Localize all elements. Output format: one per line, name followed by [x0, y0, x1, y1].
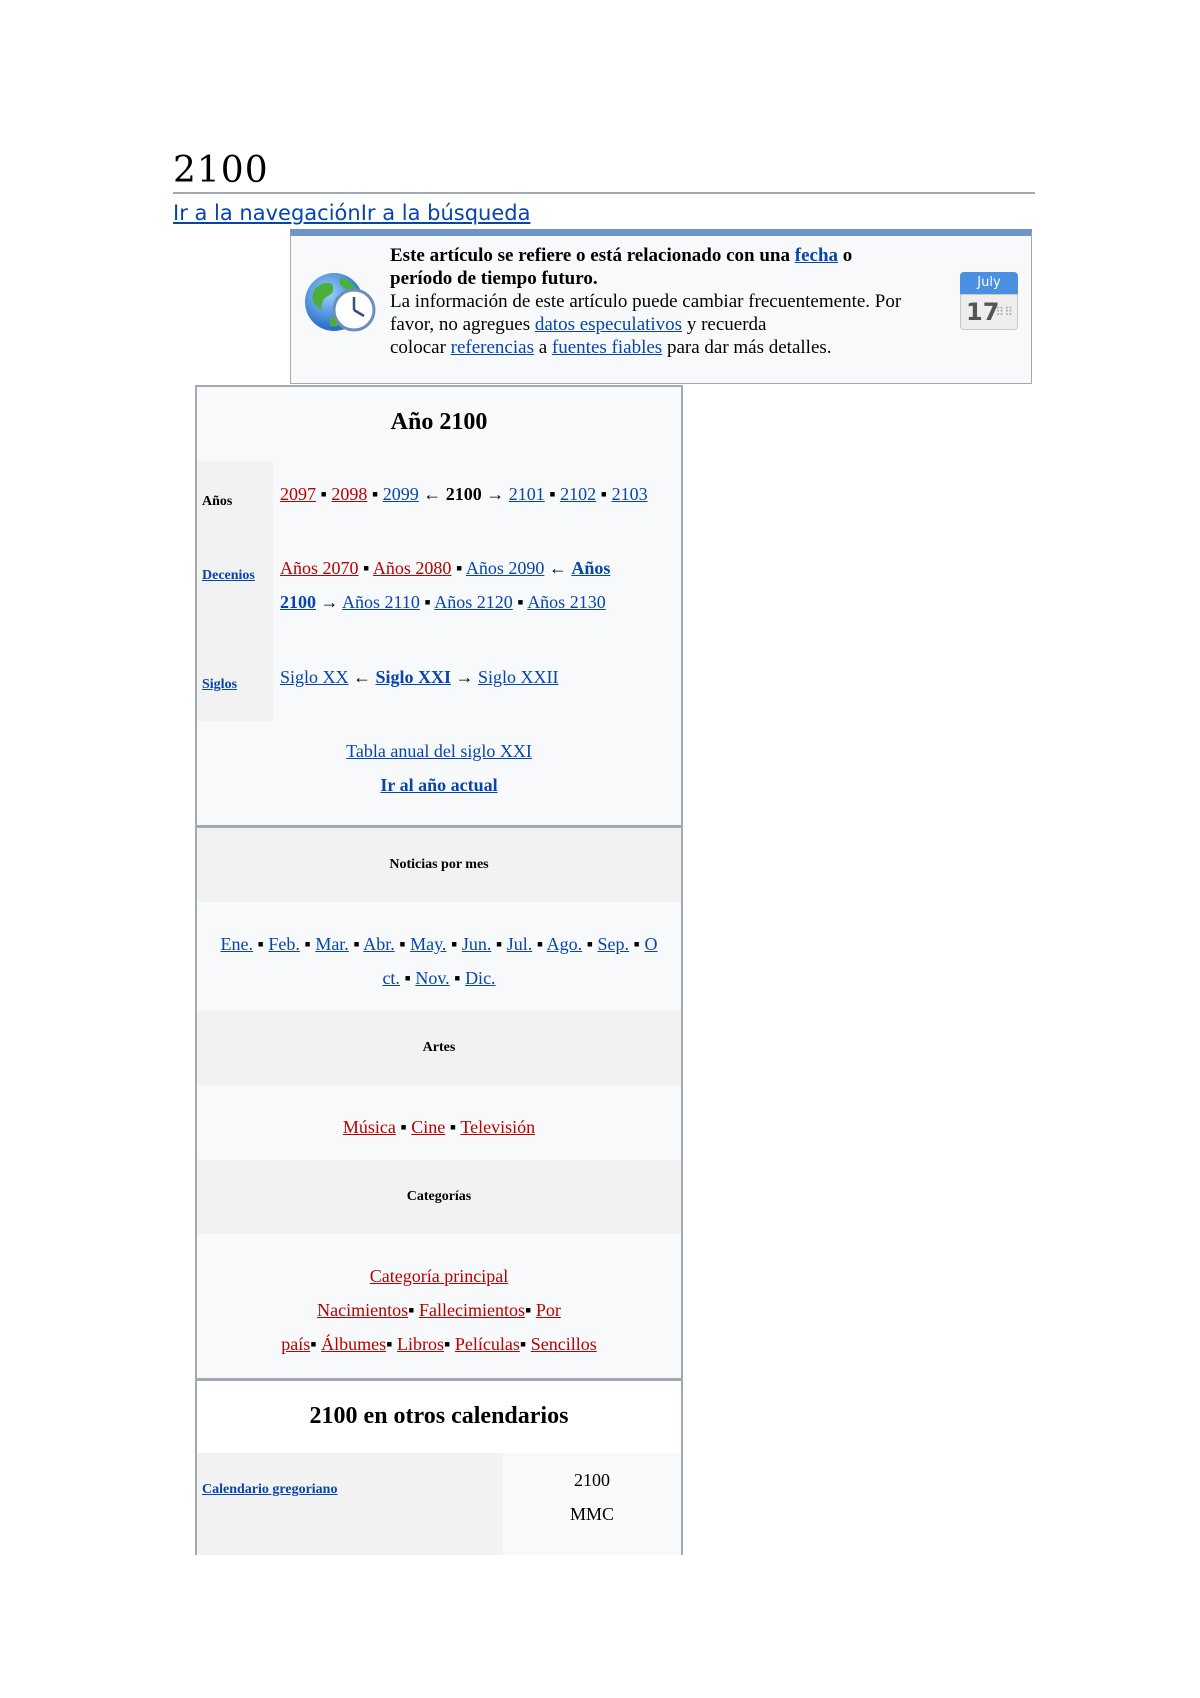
- ir-al-ano-actual-link[interactable]: Ir al año actual: [380, 775, 498, 795]
- year-2101-link[interactable]: 2101: [508, 484, 545, 504]
- cine-link[interactable]: Cine: [411, 1117, 446, 1137]
- datos-especulativos-link[interactable]: datos especulativos: [534, 314, 683, 335]
- year-2103-link[interactable]: 2103: [611, 484, 648, 504]
- month-dic-link[interactable]: Dic.: [465, 968, 496, 988]
- page-title: 2100: [173, 150, 269, 191]
- bullet: ▪: [600, 484, 608, 504]
- century-21-link[interactable]: Siglo XXI: [375, 667, 452, 687]
- decade-2110-link[interactable]: Años 2110: [342, 592, 420, 612]
- right-arrow: →: [320, 592, 339, 612]
- fallecimientos-link[interactable]: Fallecimientos: [418, 1300, 525, 1320]
- decenios-label-link[interactable]: Decenios: [202, 568, 255, 583]
- left-arrow: ←: [548, 558, 567, 578]
- notice-line-4-end: y recuerda: [682, 314, 767, 335]
- bullet: ▪: [517, 592, 524, 612]
- year-2097-link[interactable]: 2097: [280, 484, 316, 504]
- notice-line-3: La información de este artículo puede cambiar frecuentemente. Por: [390, 291, 902, 312]
- calendar-month: July: [960, 272, 1018, 294]
- albumes-link[interactable]: Álbumes: [321, 1334, 387, 1354]
- month-jul-link[interactable]: Jul.: [506, 934, 533, 954]
- month-nov-link[interactable]: Nov.: [415, 968, 450, 988]
- decade-2070-link[interactable]: Años 2070: [280, 558, 359, 578]
- siglos-label-link[interactable]: Siglos: [202, 677, 238, 692]
- month-ago-link[interactable]: Ago.: [546, 934, 583, 954]
- skip-to-navigation-link[interactable]: Ir a la navegación: [173, 201, 361, 225]
- gregoriano-year: 2100: [574, 1470, 610, 1490]
- sencillos-link[interactable]: Sencillos: [530, 1334, 597, 1354]
- month-abr-link[interactable]: Abr.: [363, 934, 395, 954]
- right-arrow: →: [455, 667, 474, 687]
- notice-line-5-mid: a: [533, 337, 552, 358]
- month-ene-link[interactable]: Ene.: [220, 934, 254, 954]
- decade-2120-link[interactable]: Años 2120: [434, 592, 513, 612]
- anos-row: [280, 477, 680, 511]
- century-20-link[interactable]: Siglo XX: [280, 667, 349, 687]
- notice-line-5: colocar: [390, 337, 451, 358]
- month-jun-link[interactable]: Jun.: [461, 934, 492, 954]
- decade-2130-link[interactable]: Años 2130: [527, 592, 606, 612]
- century-22-link[interactable]: Siglo XXII: [478, 667, 559, 687]
- categoria-principal-link[interactable]: Categoría principal: [369, 1266, 509, 1286]
- notice-line-5-end: para dar más detalles.: [662, 337, 832, 358]
- bullet: ▪: [455, 558, 463, 578]
- month-feb-link[interactable]: Feb.: [268, 934, 300, 954]
- artes-header: Artes: [422, 1040, 456, 1055]
- categorias-row: Categoría principal Nacimientos▪ Fallecimientos▪ Por país▪ Álbumes▪ Libros▪ Películas▪ Sencillos: [281, 1266, 597, 1354]
- decenios-row: [280, 551, 680, 619]
- decade-2100-link[interactable]: Años 2100: [280, 558, 611, 612]
- notice-text: [390, 244, 950, 359]
- otros-calendarios-title: 2100 en otros calendarios: [309, 1403, 569, 1429]
- gregoriano-values: [503, 1463, 681, 1531]
- left-arrow: ←: [353, 667, 372, 687]
- bullet: ▪: [371, 484, 379, 504]
- page-bottom-margin: [0, 1555, 1200, 1698]
- anos-label: Años: [202, 494, 233, 509]
- left-arrow: ←: [423, 484, 442, 504]
- right-arrow: →: [486, 484, 505, 504]
- month-sep-link[interactable]: Sep.: [597, 934, 630, 954]
- siglos-row: [280, 660, 680, 694]
- notice-line-4: favor, no agregues: [390, 314, 535, 335]
- bullet: ▪: [549, 484, 556, 504]
- globe-clock-icon: [300, 270, 380, 336]
- categorias-header: Categorías: [406, 1189, 472, 1204]
- year-2099-link[interactable]: 2099: [382, 484, 419, 504]
- notice-line-1-end: o: [838, 245, 853, 266]
- calendar-day: 17: [966, 298, 1000, 326]
- infobox-title: Año 2100: [197, 409, 681, 436]
- nacimientos-link[interactable]: Nacimientos: [317, 1300, 409, 1320]
- referencias-link[interactable]: referencias: [450, 337, 534, 358]
- current-year: 2100: [445, 484, 482, 504]
- libros-link[interactable]: Libros: [397, 1334, 444, 1354]
- bullet: ▪: [320, 484, 327, 504]
- peliculas-link[interactable]: Películas: [454, 1334, 520, 1354]
- year-2098-link[interactable]: 2098: [331, 484, 368, 504]
- jump-links: [173, 201, 530, 225]
- year-nav-links: [197, 734, 681, 802]
- decade-2080-link[interactable]: Años 2080: [372, 558, 452, 578]
- calendario-gregoriano-link[interactable]: Calendario gregoriano: [202, 1482, 338, 1497]
- por-pais-link-2[interactable]: país: [281, 1334, 311, 1354]
- year-2102-link[interactable]: 2102: [560, 484, 597, 504]
- month-may-link[interactable]: May.: [410, 934, 447, 954]
- artes-row: Música ▪ Cine ▪ Televisión: [342, 1117, 536, 1137]
- title-divider: [173, 192, 1035, 194]
- months-row: Ene. ▪ Feb. ▪ Mar. ▪ Abr. ▪ May. ▪ Jun. ▪ Jul. ▪ Ago. ▪ Sep. ▪ O ct. ▪ Nov. ▪ Dic.: [220, 934, 658, 988]
- musica-link[interactable]: Música: [342, 1117, 396, 1137]
- bullet: ▪: [363, 558, 370, 578]
- fecha-link[interactable]: fecha: [794, 245, 839, 266]
- fuentes-fiables-link[interactable]: fuentes fiables: [551, 337, 663, 358]
- tabla-anual-link[interactable]: Tabla anual del siglo XXI: [346, 741, 532, 761]
- noticias-header: Noticias por mes: [389, 857, 489, 872]
- calendar-icon: July 17 ⠿⠿: [960, 272, 1018, 332]
- bullet: ▪: [424, 592, 431, 612]
- television-link[interactable]: Televisión: [460, 1117, 536, 1137]
- roman-numeral-year: MMC: [569, 1504, 614, 1524]
- por-pais-link[interactable]: Por: [535, 1300, 561, 1320]
- skip-to-search-link[interactable]: Ir a la búsqueda: [360, 201, 531, 225]
- month-mar-link[interactable]: Mar.: [315, 934, 349, 954]
- decade-2090-link[interactable]: Años 2090: [465, 558, 545, 578]
- month-oct-link[interactable]: O ct.: [382, 934, 658, 988]
- year-infobox: [195, 385, 683, 1685]
- notice-line-2: período de tiempo futuro.: [390, 268, 598, 289]
- notice-line-1: Este artículo se refiere o está relacionado con una: [390, 245, 795, 266]
